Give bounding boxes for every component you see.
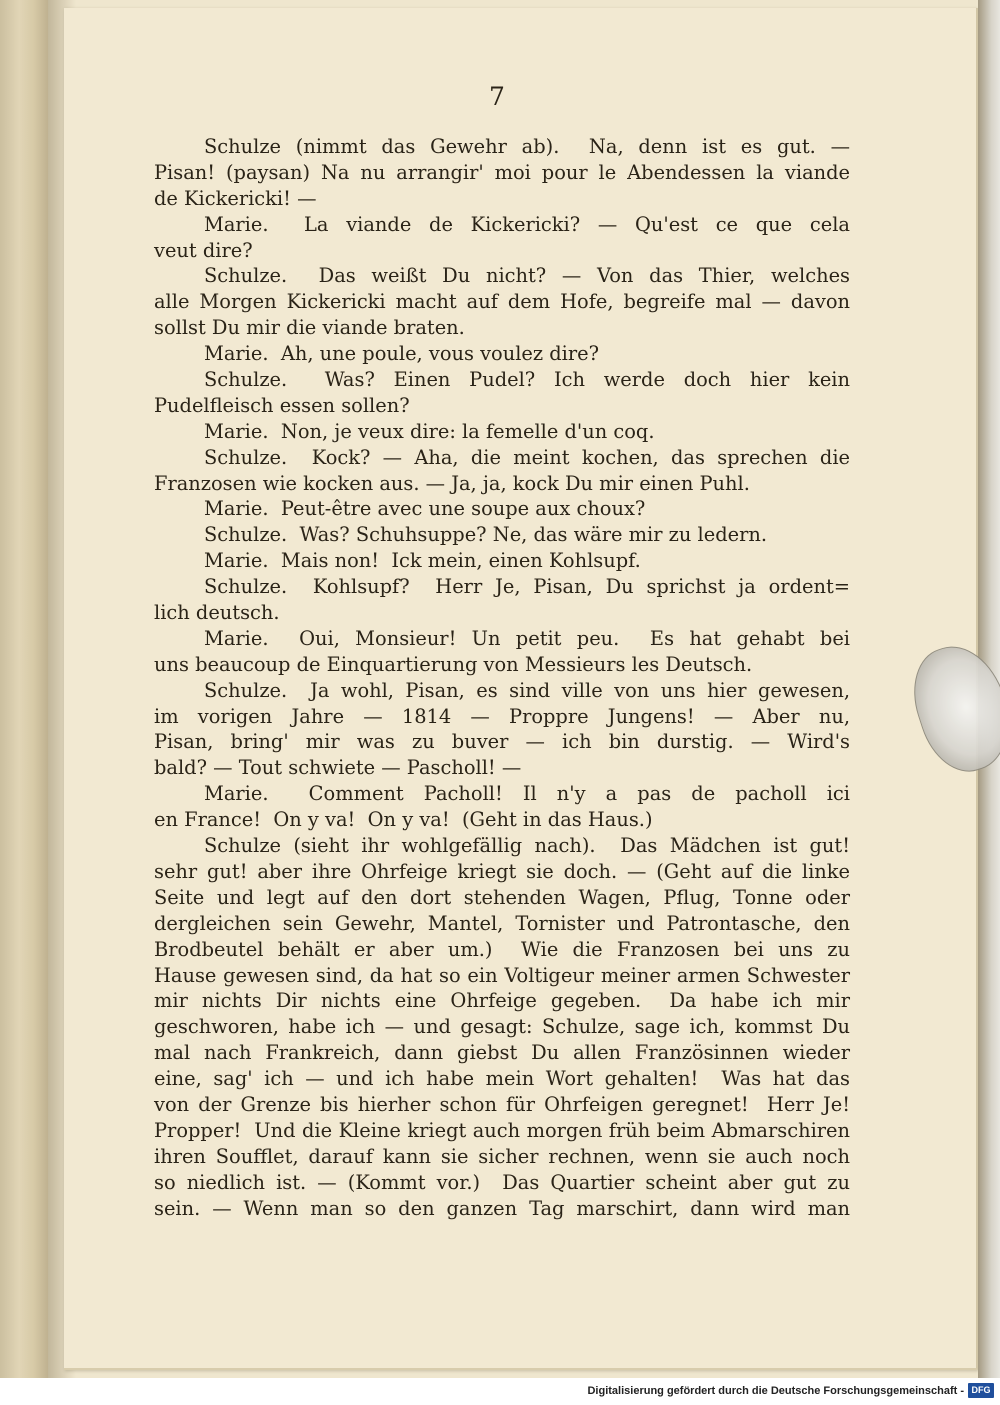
text-line: Marie. Ah, une poule, vous voulez dire?	[204, 342, 600, 366]
text-line: Marie. La viande de Kickericki? — Qu'est ce que cela	[204, 212, 850, 236]
text-line: Schulze. Kock? — Aha, die meint kochen, das sprechen die	[204, 445, 850, 469]
text-line: so niedlich ist. — (Kommt vor.) Das Quartier scheint aber gut zu	[154, 1170, 850, 1194]
text-line: Marie. Peut-être avec une soupe aux choux?	[204, 497, 646, 521]
text-line: mal nach Frankreich, dann giebst Du allen Französinnen wieder	[154, 1041, 850, 1065]
text-line: von der Grenze bis hierher schon für Ohrfeigen geregnet! Herr Je!	[154, 1092, 850, 1116]
text-line: lich deutsch.	[154, 601, 280, 625]
text-line: Marie. Non, je veux dire: la femelle d'un coq.	[204, 419, 655, 443]
text-line: ihren Soufflet, darauf kann sie sicher rechnen, wenn sie auch noch	[154, 1144, 850, 1168]
text-line: Pisan, bring' mir was zu buver — ich bin durstig. — Wird's	[154, 730, 850, 754]
text-line: Schulze. Was? Schuhsuppe? Ne, das wäre mir zu ledern.	[204, 523, 768, 547]
text-line: geschworen, habe ich — und gesagt: Schulze, sage ich, kommst Du	[154, 1015, 850, 1039]
text-line: alle Morgen Kickericki macht auf dem Hofe, begreife mal — davon	[154, 290, 850, 314]
text-line: Propper! Und die Kleine kriegt auch morgen früh beim Abmarschiren	[154, 1118, 850, 1142]
text-line: veut dire?	[154, 238, 253, 262]
body-text	[154, 134, 850, 1221]
text-line: dergleichen sein Gewehr, Mantel, Tornister und Patrontasche, den	[154, 911, 850, 935]
text-line: Brodbeutel behält er aber um.) Wie die Franzosen bei uns zu	[154, 937, 850, 961]
text-line: sollst Du mir die viande braten.	[154, 316, 465, 340]
text-line: Hause gewesen sind, da hat so ein Voltigeur meiner armen Schwester	[154, 963, 850, 987]
text-line: Schulze. Das weißt Du nicht? — Von das Thier, welches	[204, 264, 850, 288]
text-line: sehr gut! aber ihre Ohrfeige kriegt sie doch. — (Geht auf die linke	[154, 859, 850, 883]
text-line: Pudelfleisch essen sollen?	[154, 393, 410, 417]
text-line: uns beaucoup de Einquartierung von Messieurs les Deutsch.	[154, 652, 753, 676]
left-page-edge	[0, 0, 48, 1378]
text-line: sein. — Wenn man so den ganzen Tag marschirt, dann wird man	[154, 1196, 850, 1220]
text-line: Schulze (nimmt das Gewehr ab). Na, denn ist es gut. —	[204, 135, 850, 158]
text-line: Schulze (sieht ihr wohlgefällig nach). Das Mädchen ist gut!	[204, 834, 850, 858]
text-line: de Kickericki! —	[154, 186, 317, 210]
text-line: en France! On y va! On y va! (Geht in das Haus.)	[154, 808, 653, 832]
footer-bar	[0, 1378, 1000, 1405]
dfg-logo-icon: DFG	[968, 1383, 994, 1398]
text-line: Marie. Oui, Monsieur! Un petit peu. Es hat gehabt bei	[204, 626, 850, 650]
footer-credit: Digitalisierung gefördert durch die Deutsche Forschungsgemeinschaft -	[587, 1385, 964, 1397]
text-line: Schulze. Ja wohl, Pisan, es sind ville von uns hier gewesen,	[204, 678, 850, 702]
text-line: Marie. Mais non! Ick mein, einen Kohlsupf.	[204, 549, 641, 573]
text-line: eine, sag' ich — und ich habe mein Wort gehalten! Was hat das	[154, 1067, 850, 1091]
text-line: Pisan! (paysan) Na nu arrangir' moi pour le Abendessen la viande	[154, 160, 850, 184]
text-line: Schulze. Was? Einen Pudel? Ich werde doch hier kein	[204, 368, 850, 392]
page-number: 7	[489, 82, 505, 111]
text-line: Seite und legt auf den dort stehenden Wagen, Pflug, Tonne oder	[154, 885, 850, 909]
text-line: Schulze. Kohlsupf? Herr Je, Pisan, Du sprichst ja ordent=	[204, 575, 850, 599]
text-line: Marie. Comment Pacholl! Il n'y a pas de pacholl ici	[204, 782, 850, 806]
text-line: mir nichts Dir nichts eine Ohrfeige gegeben. Da habe ich mir	[154, 989, 850, 1013]
text-line: Franzosen wie kocken aus. — Ja, ja, kock Du mir einen Puhl.	[154, 471, 750, 495]
text-line: bald? — Tout schwiete — Pascholl! —	[154, 756, 522, 780]
text-line: im vorigen Jahre — 1814 — Proppre Jungens! — Aber nu,	[154, 704, 850, 728]
